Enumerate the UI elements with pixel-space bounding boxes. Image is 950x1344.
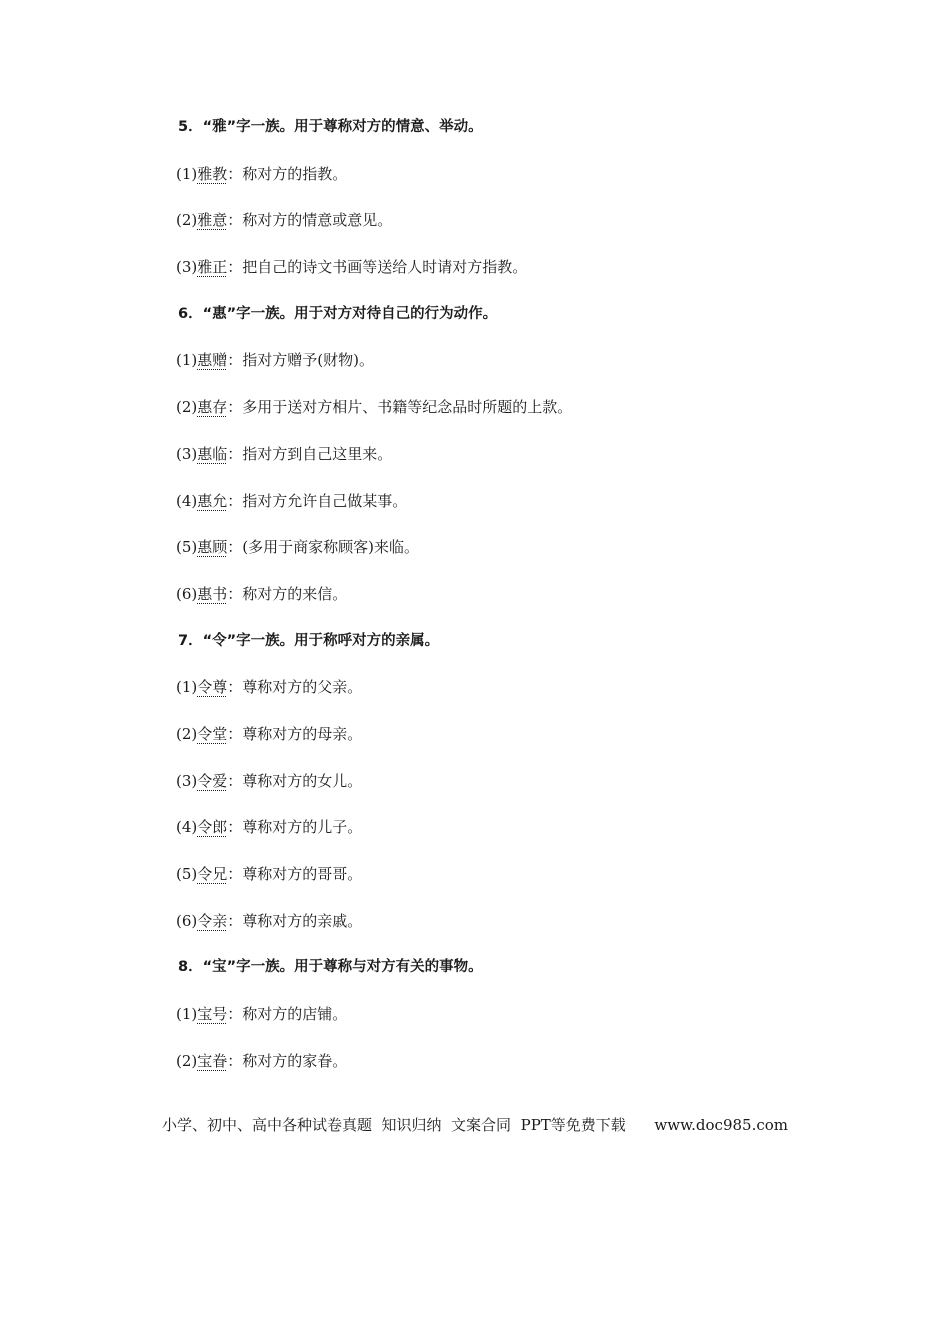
item-term: 惠赠 bbox=[197, 351, 228, 370]
item-term: 惠顾 bbox=[197, 538, 228, 557]
item-term: 惠允 bbox=[197, 491, 228, 510]
list-item bbox=[176, 206, 816, 253]
item-number: (2) bbox=[176, 724, 198, 743]
list-item bbox=[176, 346, 816, 393]
item-term: 宝号 bbox=[197, 1005, 228, 1024]
section-heading: 6．“惠”字一族。用于对方对待自己的行为动作。 bbox=[178, 305, 498, 322]
item-definition: ：称对方的来信。 bbox=[227, 584, 348, 603]
item-number: (6) bbox=[176, 911, 198, 930]
item-term: 令爱 bbox=[197, 771, 228, 790]
footer-url[interactable]: www.doc985.com bbox=[654, 1116, 788, 1134]
item-number: (5) bbox=[176, 538, 198, 557]
item-definition: ：指对方赠予(财物)。 bbox=[227, 351, 374, 370]
section-heading: 7．“令”字一族。用于称呼对方的亲属。 bbox=[178, 632, 440, 649]
document-body bbox=[176, 113, 816, 1093]
list-item bbox=[176, 533, 816, 580]
item-term: 雅教 bbox=[197, 164, 228, 183]
item-definition: ：尊称对方的亲戚。 bbox=[227, 911, 363, 930]
item-term: 惠书 bbox=[197, 584, 228, 603]
list-item bbox=[176, 393, 816, 440]
item-term: 令堂 bbox=[197, 724, 228, 743]
item-term: 令尊 bbox=[197, 678, 228, 697]
item-definition: ：称对方的店铺。 bbox=[227, 1005, 348, 1024]
item-number: (1) bbox=[176, 351, 198, 370]
item-definition: ：称对方的家眷。 bbox=[227, 1051, 348, 1070]
item-number: (6) bbox=[176, 584, 198, 603]
item-number: (3) bbox=[176, 444, 198, 463]
list-item bbox=[176, 1000, 816, 1047]
item-number: (1) bbox=[176, 164, 198, 183]
item-term: 惠临 bbox=[197, 444, 228, 463]
list-item bbox=[176, 1047, 816, 1094]
item-definition: ：尊称对方的母亲。 bbox=[227, 724, 363, 743]
item-term: 令郎 bbox=[197, 818, 228, 837]
item-number: (4) bbox=[176, 818, 198, 837]
list-item bbox=[176, 673, 816, 720]
item-definition: ：把自己的诗文书画等送给人时请对方指教。 bbox=[227, 258, 528, 277]
list-item bbox=[176, 487, 816, 534]
item-definition: ：指对方允许自己做某事。 bbox=[227, 491, 408, 510]
list-item bbox=[176, 580, 816, 627]
footer-text: 小学、初中、高中各种试卷真题 知识归纳 文案合同 PPT等免费下载 bbox=[161, 1116, 626, 1134]
item-definition: ：称对方的指教。 bbox=[227, 164, 348, 183]
list-item bbox=[176, 907, 816, 954]
section-heading: 5．“雅”字一族。用于尊称对方的情意、举动。 bbox=[178, 119, 483, 135]
list-item bbox=[176, 720, 816, 767]
list-item bbox=[176, 160, 816, 207]
list-item bbox=[176, 813, 816, 860]
item-definition: ：尊称对方的儿子。 bbox=[227, 818, 363, 837]
list-item bbox=[176, 253, 816, 300]
item-definition: ：多用于送对方相片、书籍等纪念品时所题的上款。 bbox=[227, 398, 573, 417]
list-item bbox=[176, 860, 816, 907]
item-number: (2) bbox=[176, 398, 198, 417]
item-term: 令兄 bbox=[197, 865, 228, 883]
item-number: (4) bbox=[176, 491, 198, 510]
item-definition: ：尊称对方的父亲。 bbox=[227, 678, 363, 697]
item-number: (1) bbox=[176, 1005, 198, 1024]
item-number: (3) bbox=[176, 258, 198, 277]
item-term: 令亲 bbox=[197, 911, 228, 930]
section-heading: 8．“宝”字一族。用于尊称与对方有关的事物。 bbox=[178, 959, 483, 976]
item-number: (1) bbox=[176, 678, 198, 697]
list-item bbox=[176, 767, 816, 814]
page-footer bbox=[0, 1114, 950, 1135]
item-definition: ：指对方到自己这里来。 bbox=[227, 444, 393, 463]
item-number: (2) bbox=[176, 211, 198, 230]
item-term: 惠存 bbox=[197, 398, 228, 417]
item-term: 雅正 bbox=[197, 258, 228, 277]
item-number: (2) bbox=[176, 1051, 198, 1070]
item-term: 宝眷 bbox=[197, 1051, 228, 1070]
item-number: (5) bbox=[176, 865, 198, 883]
item-term: 雅意 bbox=[197, 211, 228, 230]
item-definition: ：(多用于商家称顾客)来临。 bbox=[227, 538, 419, 557]
list-item bbox=[176, 440, 816, 487]
item-definition: ：尊称对方的哥哥。 bbox=[227, 865, 363, 883]
item-number: (3) bbox=[176, 771, 198, 790]
item-definition: ：称对方的情意或意见。 bbox=[227, 211, 393, 230]
item-definition: ：尊称对方的女儿。 bbox=[227, 771, 363, 790]
